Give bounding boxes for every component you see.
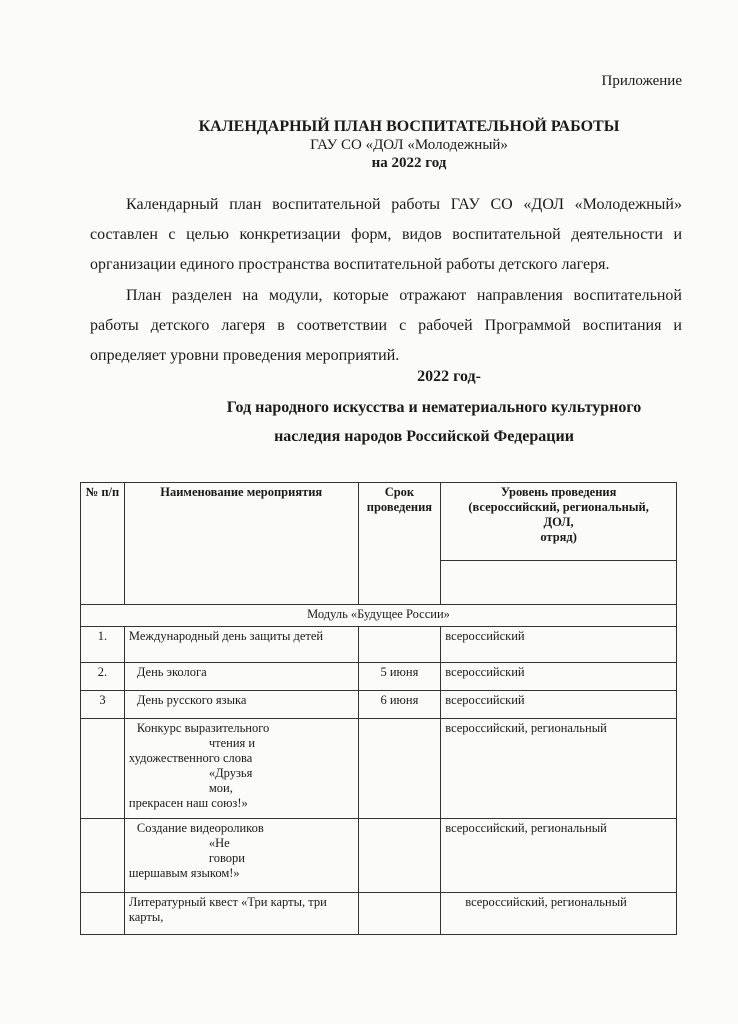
row-num: 1. <box>81 627 125 663</box>
table-header-row <box>81 483 677 561</box>
header-num: № п/п <box>81 483 125 605</box>
row-name: Литературный квест «Три карты, три карты, <box>124 893 358 935</box>
header-level-line-1: Уровень проведения <box>500 485 617 499</box>
header-level <box>441 483 677 561</box>
row-name-line: прекрасен наш союз!» <box>128 796 248 810</box>
row-level-text: всероссийский, региональный <box>465 895 627 909</box>
appendix-label: Приложение <box>601 73 682 89</box>
row-level: всероссийский <box>441 691 677 719</box>
table-row <box>81 893 677 935</box>
plan-table <box>80 482 677 935</box>
row-name-line: художественного слова <box>128 751 253 765</box>
row-name-line: шершавым языком!» <box>128 866 240 880</box>
row-name <box>124 819 358 893</box>
row-name-line: «Друзья <box>208 766 253 780</box>
table-row <box>81 663 677 691</box>
year-heading: 2022 год- <box>417 368 481 385</box>
row-date <box>358 719 441 819</box>
row-name <box>124 691 358 719</box>
row-num <box>81 719 125 819</box>
row-num: 2. <box>81 663 125 691</box>
header-level-line-3: ДОЛ, <box>543 515 574 529</box>
header-level-line-4: отряд) <box>540 530 577 544</box>
row-date <box>358 819 441 893</box>
intro-paragraph-1: Календарный план воспитательной работы ГАУ СО «ДОЛ «Молодежный» составлен с целью конкретизации форм, видов воспитательной деятельности и организации единого пространства воспитательной работы детского лагеря. <box>90 196 682 273</box>
header-level-line-2: (всероссийский, региональный, <box>468 500 649 514</box>
row-level: всероссийский, региональный <box>441 819 677 893</box>
table-row <box>81 719 677 819</box>
row-name-line: мои, <box>208 781 233 795</box>
title-line-3: на 2022 год <box>371 155 447 171</box>
row-num <box>81 819 125 893</box>
header-name: Наименование мероприятия <box>124 483 358 605</box>
title-line-1: КАЛЕНДАРНЫЙ ПЛАН ВОСПИТАТЕЛЬНОЙ РАБОТЫ <box>198 118 620 135</box>
document-title <box>0 117 738 172</box>
row-date: 5 июня <box>358 663 441 691</box>
row-name-line: «Не <box>208 836 230 850</box>
year-theme-line-2: наследия народов Российской Федерации <box>274 428 574 445</box>
table-row <box>81 627 677 663</box>
table-row <box>81 819 677 893</box>
row-name-line: Создание видеороликов <box>136 821 264 835</box>
row-name-text: День эколога <box>136 665 207 679</box>
module-row <box>81 605 677 627</box>
row-num: 3 <box>81 691 125 719</box>
row-date <box>358 893 441 935</box>
row-name <box>124 663 358 691</box>
header-level-empty <box>441 561 677 605</box>
row-level: всероссийский <box>441 663 677 691</box>
row-date: 6 июня <box>358 691 441 719</box>
row-name-line: говори <box>208 851 245 865</box>
row-name <box>124 719 358 819</box>
row-level <box>441 893 677 935</box>
row-date <box>358 627 441 663</box>
row-name-line: чтения и <box>208 736 256 750</box>
module-title: Модуль «Будущее России» <box>81 605 677 627</box>
table-row <box>81 691 677 719</box>
row-name-text: День русского языка <box>136 693 247 707</box>
header-date: Срок проведения <box>358 483 441 605</box>
row-num <box>81 893 125 935</box>
row-name-line: Конкурс выразительного <box>136 721 270 735</box>
row-name: Международный день защиты детей <box>124 627 358 663</box>
row-level: всероссийский <box>441 627 677 663</box>
row-level: всероссийский, региональный <box>441 719 677 819</box>
intro-paragraph-2: План разделен на модули, которые отражают направления воспитательной работы детского лагеря в соответствии с рабочей Программой воспитания и определяет уровни проведения мероприятий. <box>90 287 682 364</box>
title-line-2: ГАУ СО «ДОЛ «Молодежный» <box>310 137 508 153</box>
year-theme-line-1: Год народного искусства и нематериального культурного <box>226 399 642 416</box>
